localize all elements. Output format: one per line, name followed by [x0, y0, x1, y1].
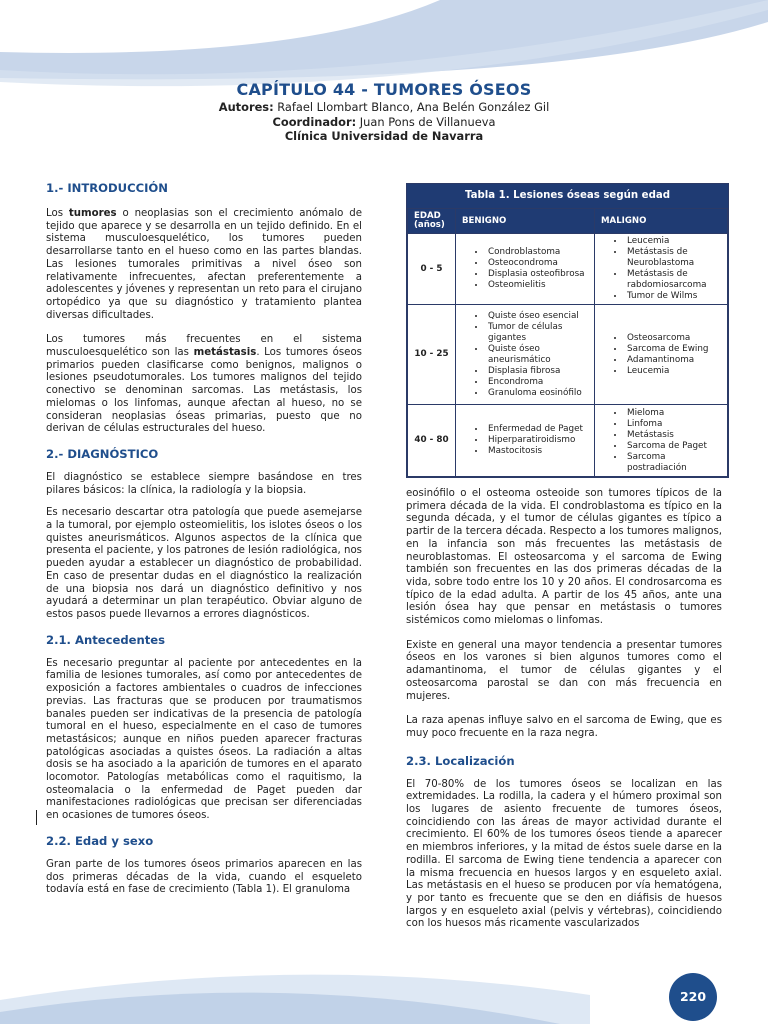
- lesion-list: [599, 333, 723, 377]
- institution: Clínica Universidad de Navarra: [284, 129, 484, 144]
- coordinator-line: [0, 115, 768, 130]
- coordinator: Juan Pons de Villanueva: [359, 114, 496, 129]
- list-item: • Sarcoma de Ewing: [625, 344, 723, 355]
- table-cell-maligno: [595, 405, 728, 477]
- heading-edad-sexo: 2.2. Edad y sexo: [46, 833, 154, 848]
- list-item: • Leucemia: [625, 366, 723, 377]
- lesion-list: [599, 408, 723, 474]
- list-item: • Condroblastoma: [486, 247, 590, 258]
- edad-paragraph-2: eosinófilo o el osteoma osteoide son tumores típicos de la primera década de la vida. El condroblastoma es típico en la segunda década, y el tumor de células gigantes es típico a partir de la tercera década. Respecto a los tumores malignos, en la infancia son más frecuentes las metástasis de neuroblastomas. El osteosarcoma y el sarcoma de Ewing también son frecuentes en las dos primeras décadas de la vida, sobre todo entre los 10 y 20 años. El condrosarcoma es típico de la edad adulta. A partir de los 45 años, ante una lesión ósea hay que pensar en metástasis o tumores sistémicos como mielomas o linfomas.: [406, 488, 722, 627]
- antecedentes-paragraph-1: Es necesario preguntar al paciente por antecedentes en la familia de lesiones tumorales, así como por antecedentes de exposición a factores ambientales o cuadros de infecciones previas. Las fracturas que se producen por traumatismos banales pueden ser indicativas de la presencia de patología tumoral en el hueso, especialmente en el caso de tumores metastásicos; aunque en niños pueden aparecer fracturas patológicas asociadas a quistes óseos. La radiación a altas dosis se ha asociado a la aparición de tumores en el aparato locomotor. Patologías metabólicas como el raquitismo, la osteomalacia o la enfermedad de Paget pueden dar manifestaciones radiológicas que precisan ser diferenciadas en ocasiones de tumores óseos.: [46, 657, 362, 822]
- edad-paragraph-1: Gran parte de los tumores óseos primarios aparecen en las dos primeras décadas de la vida, cuando el esqueleto todavía está en fase de crecimiento (Tabla 1). El granuloma: [46, 858, 362, 896]
- list-item: • Sarcoma postradiación: [625, 452, 723, 474]
- diagnostico-paragraph-1: El diagnóstico se establece siempre basándose en tres pilares básicos: la clínica, la radiología y la biopsia.: [46, 471, 362, 496]
- list-item: • Enfermedad de Paget: [486, 424, 590, 435]
- margin-mark: [36, 810, 37, 825]
- list-item: • Adamantinoma: [625, 355, 723, 366]
- table-cell-maligno: [595, 305, 728, 405]
- list-item: • Displasia osteofibrosa: [486, 269, 590, 280]
- list-item: • Osteocondroma: [486, 258, 590, 269]
- lesion-list: [460, 311, 590, 399]
- list-item: • Osteomielitis: [486, 280, 590, 291]
- left-column: [46, 180, 362, 897]
- lesion-list: [460, 247, 590, 291]
- list-item: • Metástasis de Neuroblastoma: [625, 247, 723, 269]
- localizacion-paragraph-1: El 70-80% de los tumores óseos se localizan en las extremidades. La rodilla, la cadera y el húmero proximal son los lugares de asiento frecuente de tumores óseos, coincidiendo con las áreas de mayor actividad durante el crecimiento. El 60% de los tumores óseos tiende a aparecer en miembros inferiores, y la mitad de éstos suele darse en la rodilla. El sarcoma de Ewing tiene tendencia a aparecer con la misma frecuencia en huesos largos y en esqueleto axial. Las metástasis en el hueso se producen por vía hematógena, y por tanto es frecuente que se den en diáfisis de huesos largos y en esqueleto axial (pelvis y vértebras), coincidiendo con los huesos más ricamente vascularizados: [406, 778, 722, 930]
- list-item: • Mastocitosis: [486, 446, 590, 457]
- list-item: • Linfoma: [625, 419, 723, 430]
- coordinator-label: Coordinador:: [272, 114, 357, 129]
- table-cell-age: 0 - 5: [408, 234, 456, 305]
- list-item: • Mieloma: [625, 408, 723, 419]
- list-item: • Tumor de células gigantes: [486, 322, 590, 344]
- table-lesiones-oseas: [406, 183, 729, 478]
- list-item: • Osteosarcoma: [625, 333, 723, 344]
- header-maligno: MALIGNO: [595, 209, 728, 234]
- table-row: [408, 305, 728, 405]
- table-row: [408, 405, 728, 477]
- list-item: • Leucemia: [625, 236, 723, 247]
- table-cell-age: 40 - 80: [408, 405, 456, 477]
- header-edad: EDAD (años): [408, 209, 456, 234]
- page-number: 220: [669, 973, 717, 1021]
- intro-paragraph-1: Los tumores o neoplasias son el crecimiento anómalo de tejido que aparece y se desarrolla en un tejido definido. En el sistema musculoesquelético, los tumores pueden desarrollarse tanto en el hueso como en las partes blandas. Las lesiones tumorales primitivas a nivel óseo son relativamente infrecuentes, afectan preferentemente a adolescentes y jóvenes y representan un reto para el cirujano ortopédico ya que su diagnóstico y tratamiento plantea diversas dificultades.: [46, 208, 362, 321]
- list-item: • Granuloma eosinófilo: [486, 388, 590, 399]
- heading-introduccion: 1.- INTRODUCCIÓN: [46, 181, 168, 195]
- authors-line: [0, 100, 768, 115]
- table-cell-age: 10 - 25: [408, 305, 456, 405]
- table-cell-benigno: [456, 234, 595, 305]
- right-column: [406, 488, 722, 931]
- intro-paragraph-2: Los tumores más frecuentes en el sistema musculoesquelético son las metástasis. Los tumores óseos primarios pueden clasificarse como benignos, malignos o lesiones pseudotumorales. Los tumores malignos del tejido conectivo se denominan sarcomas. Las metástasis, los mielomas o los linfomas, aunque afectan al hueso, no se consideran neoplasias óseas primarias, puesto que no derivan de células estructurales del hueso.: [46, 334, 362, 435]
- table-cell-benigno: [456, 405, 595, 477]
- heading-diagnostico: 2.- DIAGNÓSTICO: [46, 446, 159, 461]
- chapter-title: CAPÍTULO 44 - TUMORES ÓSEOS: [236, 80, 532, 99]
- edad-paragraph-3: Existe en general una mayor tendencia a presentar tumores óseos en los varones si bien algunos tumores como el adamantinoma, el tumor de células gigantes y el osteosarcoma parostal se dan con más frecuencia en mujeres.: [406, 639, 722, 702]
- table-title: Tabla 1. Lesiones óseas según edad: [407, 184, 728, 208]
- table-cell-maligno: [595, 234, 728, 305]
- heading-antecedentes: 2.1. Antecedentes: [46, 632, 166, 647]
- list-item: • Displasia fibrosa: [486, 366, 590, 377]
- list-item: • Tumor de Wilms: [625, 291, 723, 302]
- list-item: • Sarcoma de Paget: [625, 441, 723, 452]
- list-item: • Hiperparatiroidismo: [486, 435, 590, 446]
- edad-paragraph-4: La raza apenas influye salvo en el sarcoma de Ewing, que es muy poco frecuente en la raza negra.: [406, 715, 722, 739]
- table-cell-benigno: [456, 305, 595, 405]
- authors: Rafael Llombart Blanco, Ana Belén González Gil: [277, 100, 550, 114]
- list-item: • Metástasis: [625, 430, 723, 441]
- lesion-list: [460, 424, 590, 457]
- list-item: • Metástasis de rabdomiosarcoma: [625, 269, 723, 291]
- institution-line: [0, 129, 768, 144]
- authors-label: Autores:: [218, 100, 274, 114]
- heading-localizacion: 2.3. Localización: [406, 753, 515, 768]
- header-benigno: BENIGNO: [456, 209, 595, 234]
- list-item: • Quiste óseo esencial: [486, 311, 590, 322]
- diagnostico-paragraph-2: Es necesario descartar otra patología que puede asemejarse a la tumoral, por ejemplo osteomielitis, los islotes óseos o los quistes aneurismáticos. Algunos aspectos de la clínica que presenta el paciente, y los patrones de lesión radiológica, nos pueden ayudar a establecer un diagnóstico de probabilidad. En caso de presentar dudas en el diagnóstico la realización de una biopsia nos dará un diagnóstico definitivo y nos ayudará a determinar un plan terapéutico. Obviar alguno de estos pasos puede llevarnos a errores diagnósticos.: [46, 507, 362, 620]
- table-row: [408, 234, 728, 305]
- lesion-list: [599, 236, 723, 302]
- list-item: • Encondroma: [486, 377, 590, 388]
- chapter-header: [0, 80, 768, 144]
- list-item: • Quiste óseo aneurismático: [486, 344, 590, 366]
- table-grid: [407, 208, 728, 477]
- table-header-row: [408, 209, 728, 234]
